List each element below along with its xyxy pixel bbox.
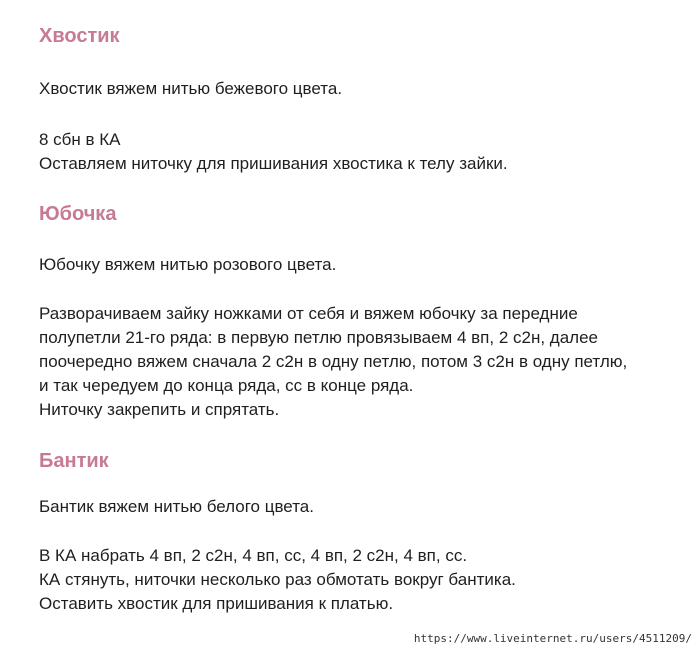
section-heading-bow: Бантик bbox=[39, 450, 109, 472]
paragraph-bow-instructions bbox=[39, 544, 689, 616]
text-line: КА стянуть, ниточки несколько раз обмотать вокруг бантика. bbox=[39, 570, 516, 589]
text-line: Юбочку вяжем нитью розового цвета. bbox=[39, 255, 337, 274]
paragraph-bow-intro bbox=[39, 495, 689, 519]
text-line: 8 сбн в КА bbox=[39, 130, 121, 149]
text-line: Бантик вяжем нитью белого цвета. bbox=[39, 497, 314, 516]
text-line: полупетли 21-го ряда: в первую петлю провязываем 4 вп, 2 с2н, далее bbox=[39, 328, 598, 347]
text-line: Хвостик вяжем нитью бежевого цвета. bbox=[39, 79, 343, 98]
source-url-watermark: https://www.liveinternet.ru/users/4511209/ bbox=[411, 631, 695, 646]
text-line: и так чередуем до конца ряда, сс в конце ряда. bbox=[39, 376, 414, 395]
section-heading-tail: Хвостик bbox=[39, 25, 120, 47]
paragraph-tail-intro bbox=[39, 77, 689, 101]
text-line: Оставляем ниточку для пришивания хвостика к телу зайки. bbox=[39, 154, 508, 173]
text-line: Ниточку закрепить и спрятать. bbox=[39, 400, 280, 419]
text-line: Разворачиваем зайку ножками от себя и вяжем юбочку за передние bbox=[39, 304, 578, 323]
text-line: В КА набрать 4 вп, 2 с2н, 4 вп, сс, 4 вп, 2 с2н, 4 вп, сс. bbox=[39, 546, 468, 565]
section-heading-skirt: Юбочка bbox=[39, 203, 117, 225]
text-line: Оставить хвостик для пришивания к платью. bbox=[39, 594, 394, 613]
paragraph-skirt-intro bbox=[39, 253, 689, 277]
paragraph-tail-instructions bbox=[39, 128, 689, 176]
paragraph-skirt-instructions bbox=[39, 302, 689, 422]
text-line: поочередно вяжем сначала 2 с2н в одну петлю, потом 3 с2н в одну петлю, bbox=[39, 352, 628, 371]
